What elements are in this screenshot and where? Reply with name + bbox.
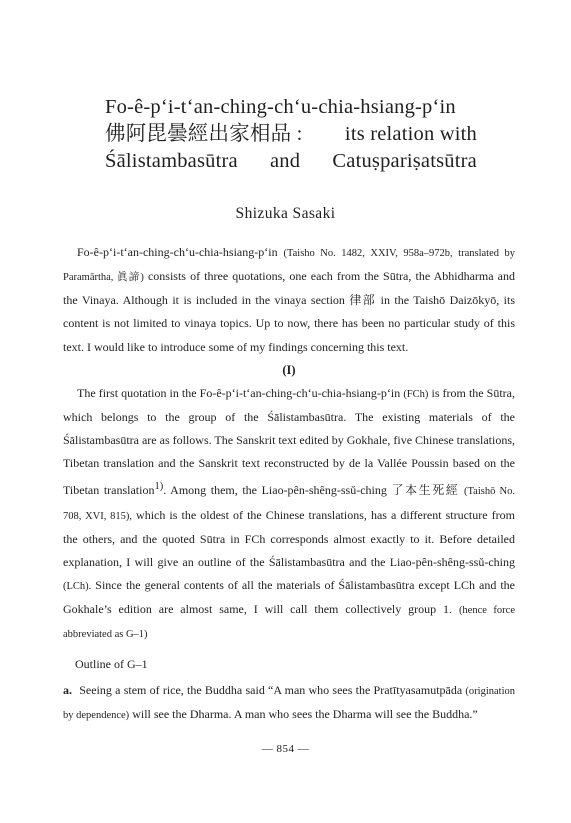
section-heading: (I) xyxy=(282,362,296,377)
title-and: and xyxy=(270,150,301,172)
title-line-3 xyxy=(105,148,477,175)
outline-heading: Outline of G–1 xyxy=(75,657,148,671)
title-line-1: Fo-ê-p‘i-t‘an-ching-ch‘u-chia-hsiang-p‘in xyxy=(105,96,456,118)
sutra-s2: (Taishō No. 708, XVI, 815), xyxy=(63,486,515,522)
item-label: a. xyxy=(63,683,72,697)
footnote-marker: 1) xyxy=(154,481,164,493)
body-text xyxy=(63,241,515,647)
title-relation: its relation with xyxy=(344,123,477,145)
sutra-s4: (hence force abbreviated as G–1) xyxy=(63,605,515,641)
intro-paragraph xyxy=(63,241,515,359)
sutra-p3: . Among them, the Liao-pên-shêng-ssŭ-ching 了本生死經 xyxy=(163,483,460,498)
paper-title xyxy=(105,94,545,175)
title-sutra-b: Catuṣpariṣatsūtra xyxy=(332,150,477,172)
sutra-p1: The first quotation in the Fo-ê-p‘i-t‘an-ching-ch‘u-chia-hsiang-p‘in xyxy=(77,385,401,400)
page-number: — 854 — xyxy=(261,743,310,755)
sutra-p5: Since the general contents of all the materials of Śālistambasūtra except LCh and the Gokhale’s edition are almost same, I will call them collectively group 1. xyxy=(63,578,516,617)
sutra-p2: is from the Sūtra, which belongs to the group of the Śālistambasūtra. The existing materials of the Śālistambasūtra are as follows. The Sanskrit text edited by Gokhale, five Chinese translations, Tibetan translation and the Sanskrit text reconstructed by de la Vallée Poussin based on the Tibetan translation xyxy=(63,385,516,498)
item-a-t1: Seeing a stem of rice, the Buddha said “A man who sees the Pratītyasamutpāda xyxy=(79,683,463,697)
item-a-t2: will see the Dharma. A man who sees the Dharma will see the Buddha.” xyxy=(132,707,478,722)
sutra-s3: (LCh). xyxy=(63,581,92,593)
intro-reference: (Taisho No. 1482, XXIV, 958a–972b, translated by Paramārtha, 眞諦) xyxy=(63,248,515,284)
sutra-p4: which is the oldest of the Chinese translations, has a different structure from the others, and the quoted Sūtra in FCh corresponds almost exactly to it. Before detailed explanation, I will give an outline of the Śālistambasūtra and the Liao-pên-shêng-ssŭ-ching xyxy=(63,507,515,569)
sutra-paragraph xyxy=(63,382,515,647)
sutra-s1: (FCh) xyxy=(403,388,429,400)
title-line-2 xyxy=(105,121,477,148)
author-name: Shizuka Sasaki xyxy=(235,205,336,222)
intro-rest: consists of three quotations, one each from the Sūtra, the Abhidharma and the Vinaya. Although it is included in the vinaya section 律部 in the Taishō Daizōkyō, its content is not limited to vinaya topics. Up to now, there has been no particular study of this text. I would like to introduce some of my findings concerning this text. xyxy=(63,269,515,354)
item-a-s1: (origination by dependence) xyxy=(63,686,515,722)
title-cjk: 佛阿毘曇經出家相品 : xyxy=(105,123,303,145)
outline-item-a xyxy=(63,679,515,727)
title-sutra-a: Śālistambasūtra xyxy=(105,150,238,172)
intro-lead: Fo-ê-p‘i-t‘an-ching-ch‘u-chia-hsiang-p‘in xyxy=(77,245,278,259)
